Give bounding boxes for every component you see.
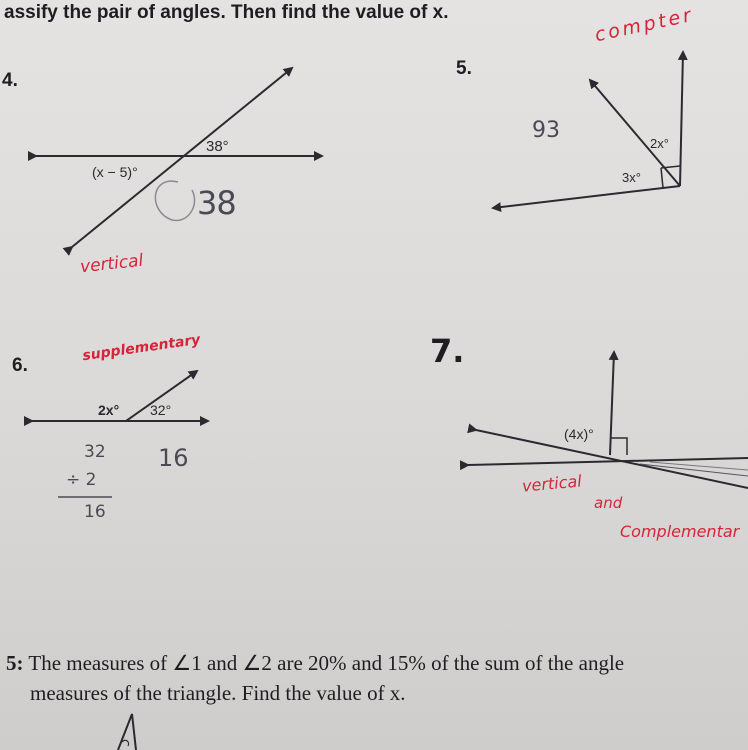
p7-note-complementary: Complementar [620, 522, 740, 541]
p6-classification: supplementary [81, 331, 202, 365]
bottom-question-line1: The measures of ∠1 and ∠2 are 20% and 15% of the sum of the angle [28, 651, 625, 675]
p7-note-vertical: vertical [521, 471, 583, 496]
bottom-question [6, 648, 624, 708]
p6-work-result: 16 [84, 502, 106, 522]
p7-ray-up [610, 352, 614, 455]
p5-ray-up [680, 52, 683, 186]
p6-work-operation: ÷ 2 [66, 470, 97, 490]
problem-4-number: 4. [2, 70, 18, 91]
problem-7-diagram [468, 352, 748, 488]
problem-6-number: 6. [12, 355, 28, 376]
p4-classification: vertical [79, 250, 145, 278]
problem-6-diagram [32, 371, 208, 497]
p7-faint-line-b [650, 462, 748, 470]
p5-classification: compter [592, 3, 696, 47]
p5-work: 93 [532, 118, 560, 143]
p4-angle-left-label: (x − 5)° [92, 164, 138, 180]
problem-7-number: 7. [430, 332, 465, 370]
p7-note-and: and [594, 494, 623, 512]
p6-work-top: 32 [84, 442, 106, 462]
p6-answer: 16 [158, 444, 189, 472]
problem-5-diagram [493, 52, 683, 208]
bottom-triangle-sketch [118, 714, 136, 750]
p6-angle-a-label: 2x° [98, 402, 120, 418]
bottom-question-line2: measures of the triangle. Find the value of x. [30, 681, 406, 705]
p5-angle-a-label: 2x° [650, 136, 669, 151]
p7-angle-label: (4x)° [564, 426, 594, 442]
bottom-question-marker: 5: [6, 651, 24, 675]
p4-handwritten-answer: 38 [197, 184, 236, 222]
p5-right-angle-mark [661, 166, 680, 188]
p4-erased-circle [155, 181, 194, 220]
p6-angle-b-label: 32° [150, 402, 172, 418]
problem-5-number: 5. [456, 58, 472, 79]
p4-angle-right-label: 38° [206, 138, 229, 155]
p5-ray-left [493, 186, 680, 208]
p7-right-angle-mark [610, 438, 627, 455]
problem-4-diagram [36, 68, 322, 247]
p5-angle-b-label: 3x° [622, 170, 641, 185]
instructions-heading: assify the pair of angles. Then find the value of x. [4, 2, 449, 23]
